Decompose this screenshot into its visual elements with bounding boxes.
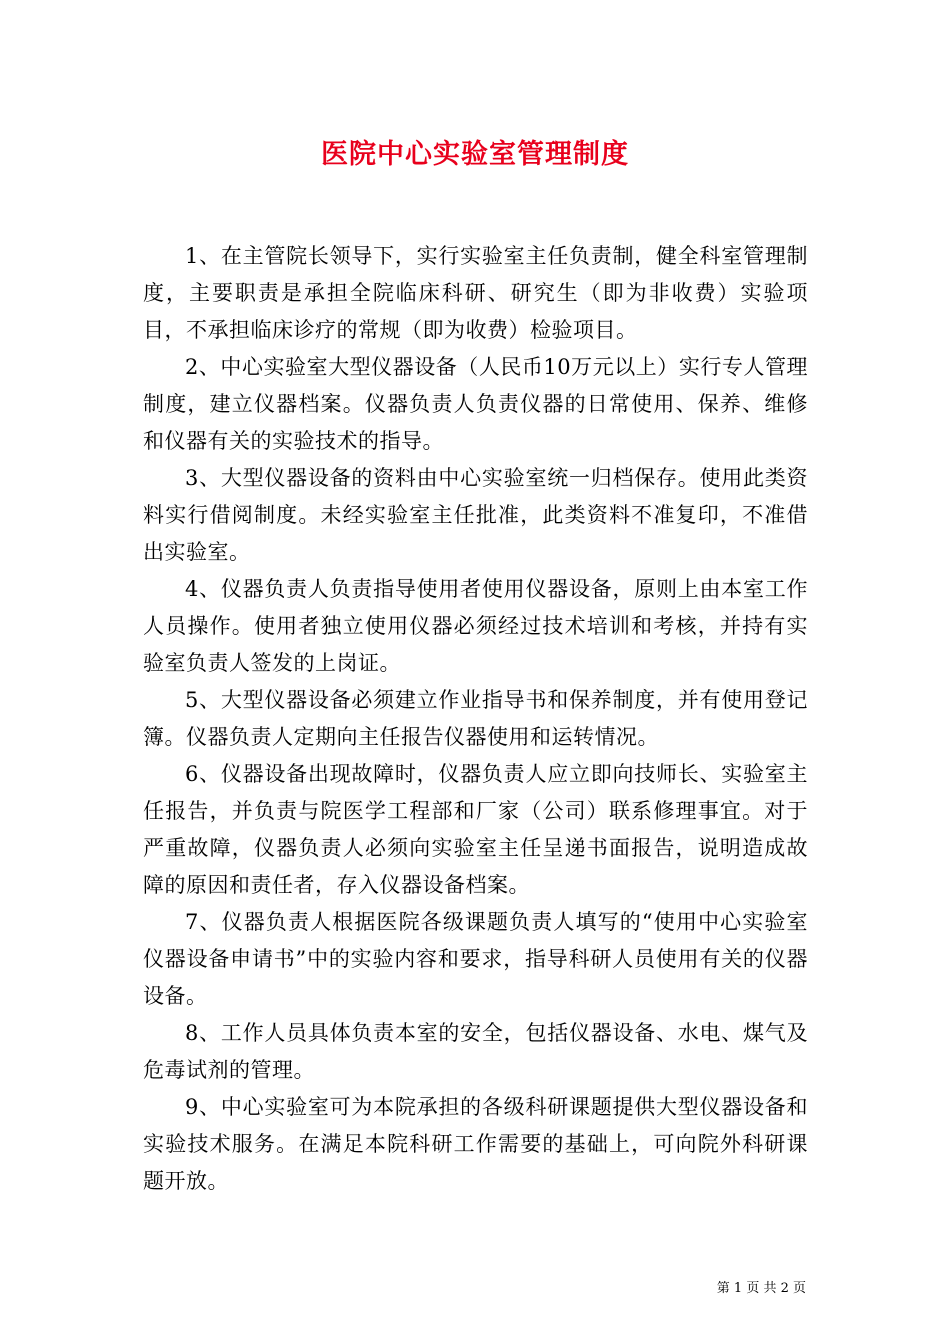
paragraph-4: 4、仪器负责人负责指导使用者使用仪器设备，原则上由本室工作人员操作。使用者独立使用仪器必须经过技术培训和考核，并持有实验室负责人签发的上岗证。 <box>143 577 808 675</box>
document-body <box>143 238 808 1200</box>
paragraph-6: 6、仪器设备出现故障时，仪器负责人应立即向技师长、实验室主任报告，并负责与院医学工程部和厂家（公司）联系修理事宜。对于严重故障，仪器负责人必须向实验室主任呈递书面报告，说明造成故障的原因和责任者，存入仪器设备档案。 <box>143 762 808 897</box>
page-title: 医院中心实验室管理制度 <box>321 139 629 170</box>
paragraph-5: 5、大型仪器设备必须建立作业指导书和保养制度，并有使用登记簿。仪器负责人定期向主任报告仪器使用和运转情况。 <box>143 688 808 749</box>
paragraph-3: 3、大型仪器设备的资料由中心实验室统一归档保存。使用此类资料实行借阅制度。未经实验室主任批准，此类资料不准复印，不准借出实验室。 <box>143 466 808 564</box>
paragraph-2: 2、中心实验室大型仪器设备（人民币10万元以上）实行专人管理制度，建立仪器档案。仪器负责人负责仪器的日常使用、保养、维修和仪器有关的实验技术的指导。 <box>143 355 808 453</box>
paragraph-1: 1、在主管院长领导下，实行实验室主任负责制，健全科室管理制度，主要职责是承担全院临床科研、研究生（即为非收费）实验项目，不承担临床诊疗的常规（即为收费）检验项目。 <box>143 244 808 342</box>
paragraph-9: 9、中心实验室可为本院承担的各级科研课题提供大型仪器设备和实验技术服务。在满足本院科研工作需要的基础上，可向院外科研课题开放。 <box>143 1095 808 1193</box>
page-number: 第 1 页 共 2 页 <box>716 1281 806 1296</box>
paragraph-8: 8、工作人员具体负责本室的安全，包括仪器设备、水电、煤气及危毒试剂的管理。 <box>143 1021 808 1082</box>
paragraph-7: 7、仪器负责人根据医院各级课题负责人填写的“使用中心实验室仪器设备申请书”中的实验内容和要求，指导科研人员使用有关的仪器设备。 <box>143 910 808 1008</box>
